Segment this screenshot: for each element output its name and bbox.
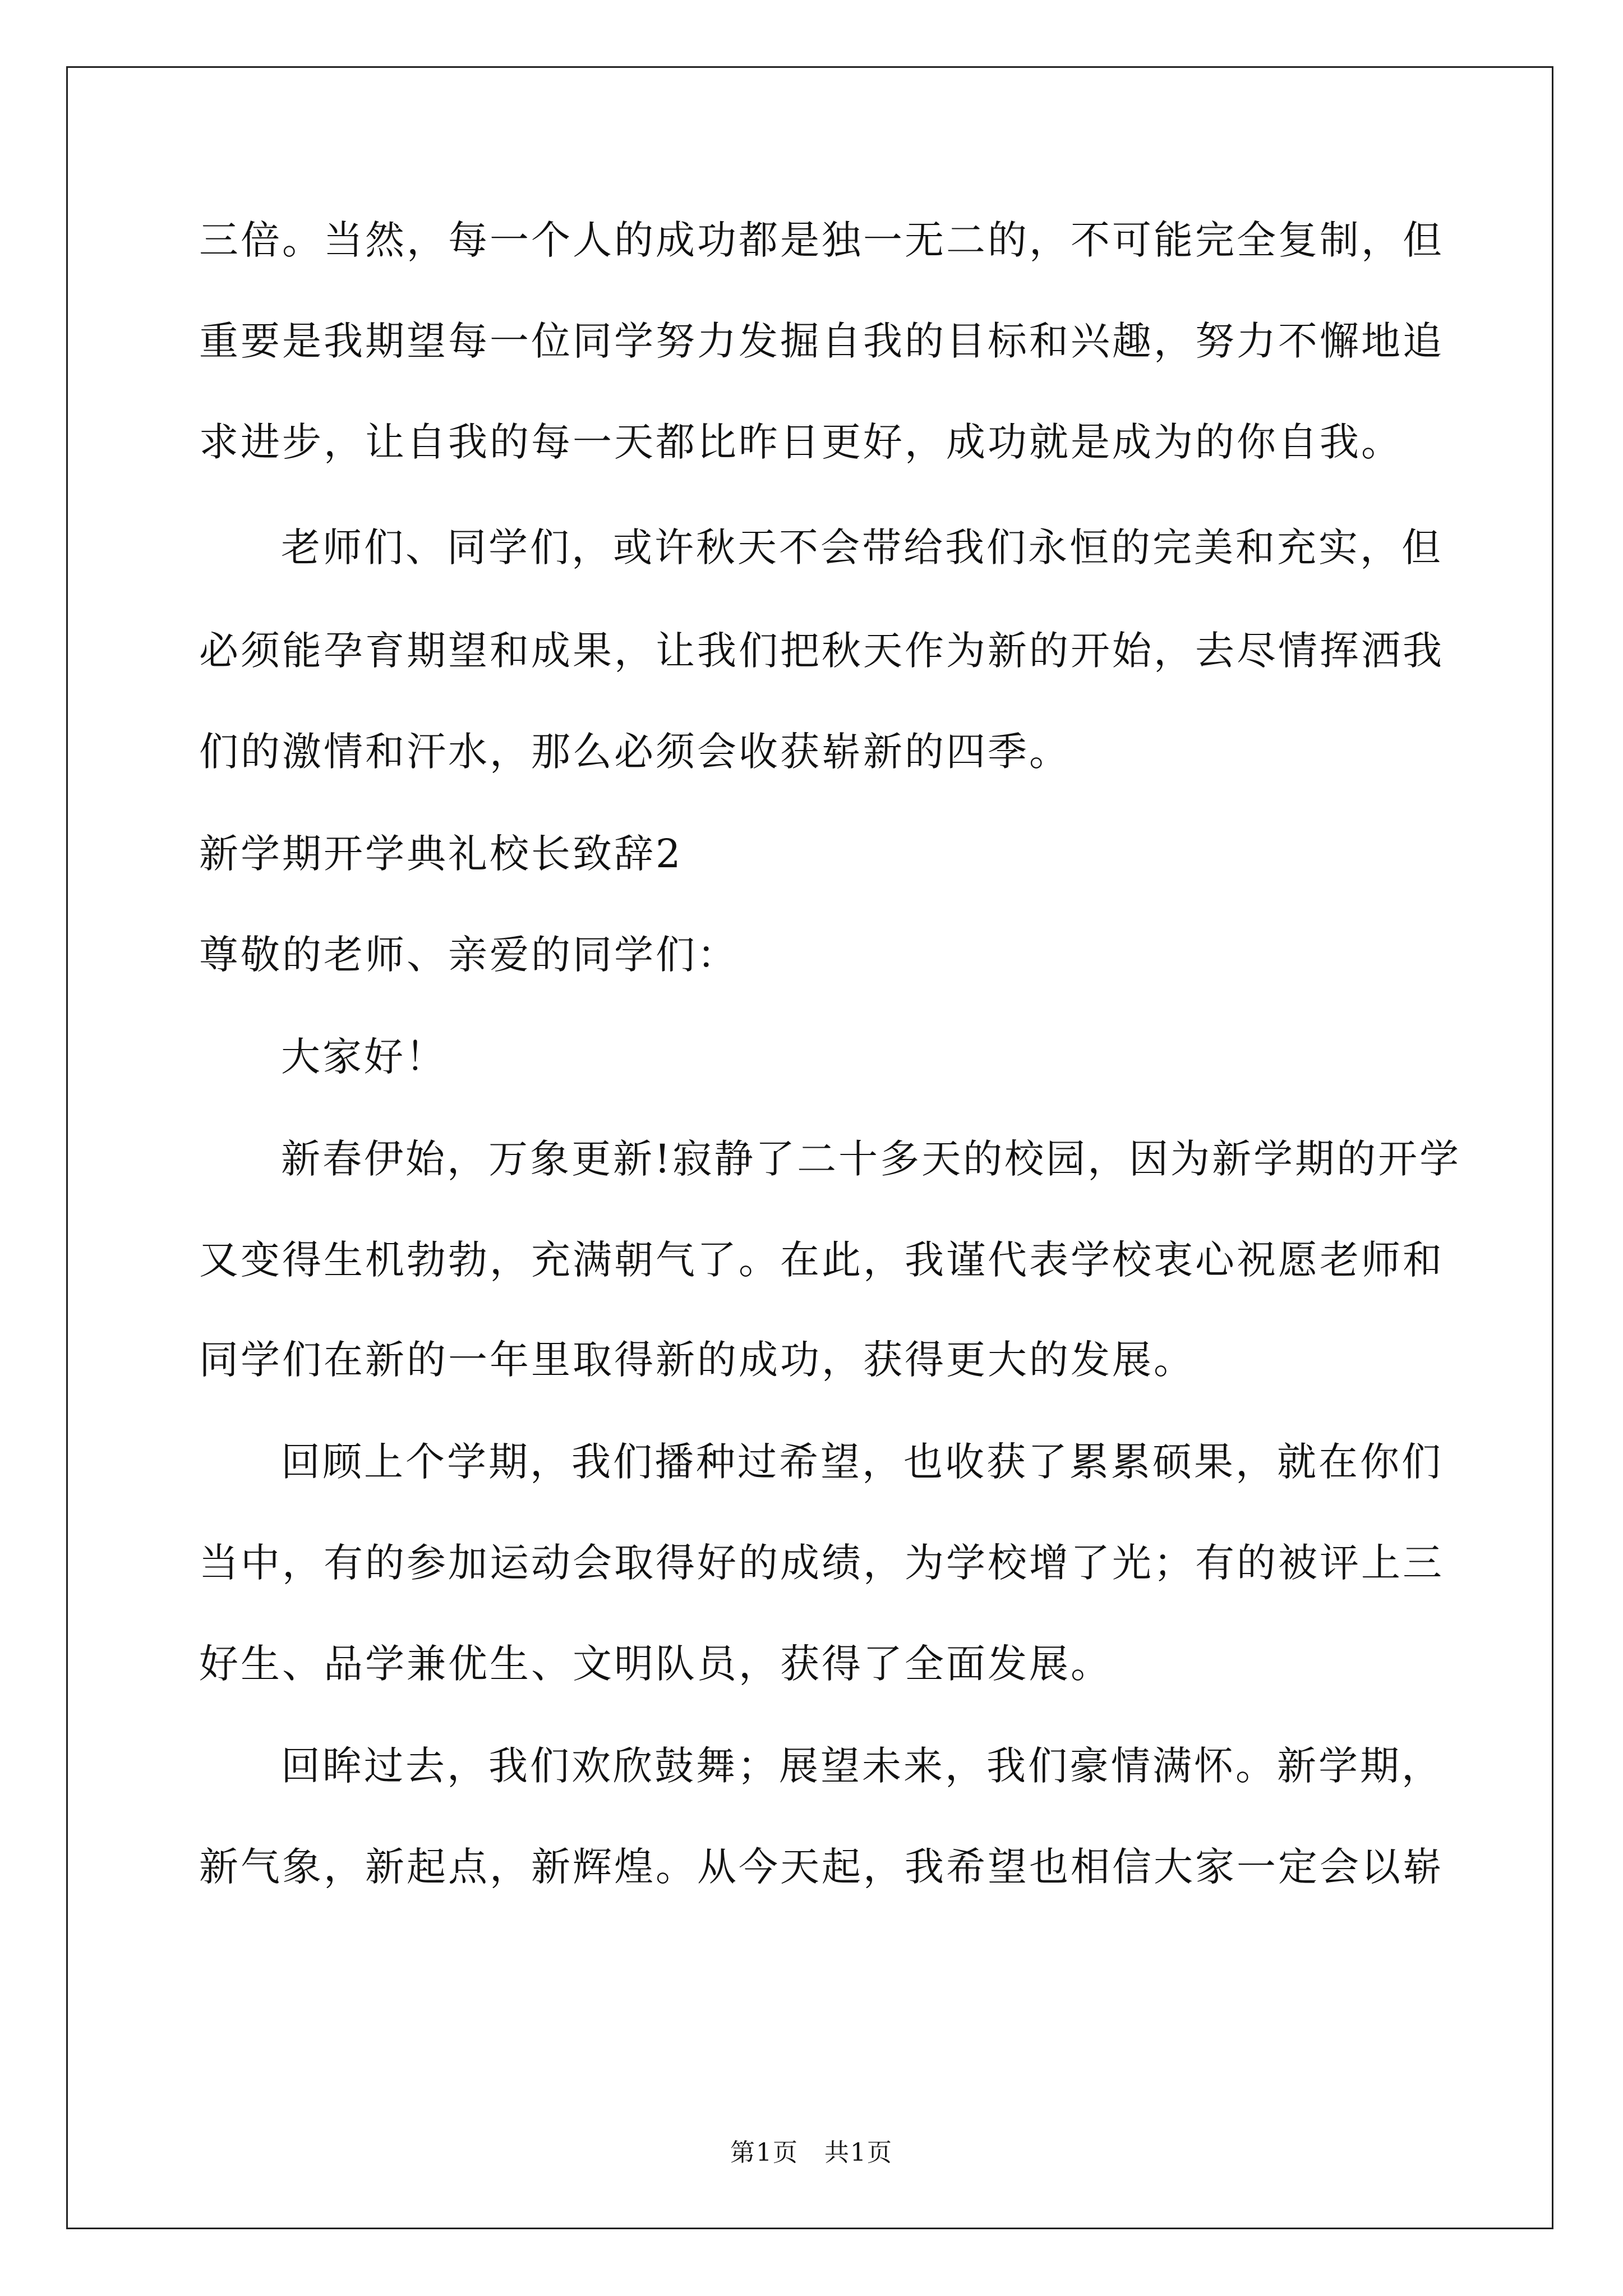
- salutation: 尊敬的老师、亲爱的同学们：: [199, 932, 739, 978]
- text-line: 求进步，让自我的每一天都比昨日更好，成功就是成为的你自我。: [199, 419, 1403, 465]
- section-heading: 新学期开学典礼校长致辞2: [199, 831, 683, 877]
- text-line: 们的激情和汗水，那么必须会收获崭新的四季。: [199, 729, 1071, 775]
- text-line: 回眸过去，我们欢欣鼓舞；展望未来，我们豪情满怀。新学期，: [281, 1743, 1443, 1789]
- text-line: 老师们、同学们，或许秋天不会带给我们永恒的完美和充实，但: [281, 524, 1443, 570]
- text-line: 三倍。当然，每一个人的成功都是独一无二的，不可能完全复制，但: [199, 217, 1444, 263]
- text-line: 新气象，新起点，新辉煌。从今天起，我希望也相信大家一定会以崭: [199, 1844, 1444, 1890]
- text-line: 必须能孕育期望和成果，让我们把秋天作为新的开始，去尽情挥洒我: [199, 628, 1444, 674]
- text-line: 当中，有的参加运动会取得好的成绩，为学校增了光；有的被评上三: [199, 1540, 1444, 1586]
- page-footer: 第1页 共1页: [730, 2138, 893, 2167]
- text-line: 好生、品学兼优生、文明队员，获得了全面发展。: [199, 1641, 1112, 1687]
- text-line: 同学们在新的一年里取得新的成功，获得更大的发展。: [199, 1337, 1195, 1383]
- text-line: 重要是我期望每一位同学努力发掘自我的目标和兴趣，努力不懈地追: [199, 318, 1444, 364]
- text-line: 回顾上个学期，我们播种过希望，也收获了累累硕果，就在你们: [281, 1439, 1443, 1485]
- greeting: 大家好！: [281, 1034, 447, 1080]
- text-line: 新春伊始，万象更新!寂静了二十多天的校园，因为新学期的开学: [281, 1136, 1461, 1182]
- text-line: 又变得生机勃勃，充满朝气了。在此，我谨代表学校衷心祝愿老师和: [199, 1237, 1444, 1283]
